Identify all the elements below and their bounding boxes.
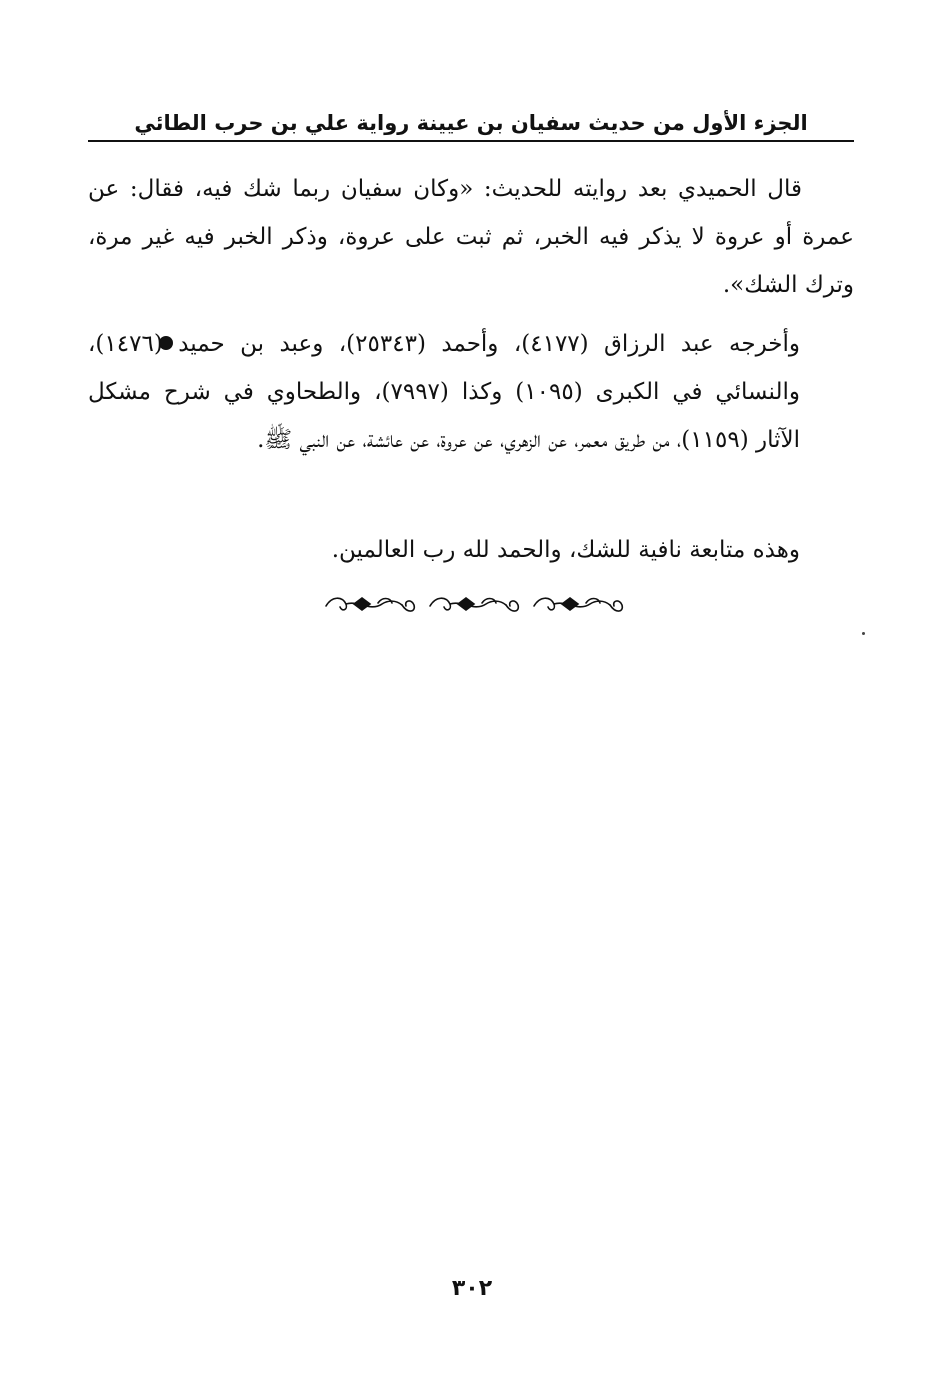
paragraph-takhrij: وأخرجه عبد الرزاق (٤١٧٧)، وأحمد (٢٥٣٤٣)، وعبد بن حميد (١٤٧٦)، والنسائي في الكبرى (١٠٩٥) وكذا (٧٩٩٧)، والطحاوي في شرح مشكل الآثار (١١٥٩)، من طريق معمر، عن الزهري، عن عروة، عن عائشة، عن النبي ﷺ. bbox=[88, 331, 801, 453]
page-number: ٣٠٢ bbox=[451, 1276, 493, 1301]
paragraph-conclusion: وهذه متابعة نافية للشك، والحمد لله رب العالمين. bbox=[331, 537, 800, 563]
paragraph-humaydi-note: قال الحميدي بعد روايته للحديث: «وكان سفيان ربما شك فيه، فقال: عن عمرة أو عروة لا يذكر فيه الخبر، ثم ثبت على عروة، وذكر الخبر فيه غير مرة، وترك الشك». bbox=[88, 176, 854, 298]
ornament-divider-icon bbox=[318, 590, 628, 620]
page-speck bbox=[862, 632, 865, 635]
running-header: الجزء الأول من حديث سفيان بن عيينة رواية علي بن حرب الطائي bbox=[134, 111, 808, 135]
header-rule bbox=[88, 140, 854, 142]
